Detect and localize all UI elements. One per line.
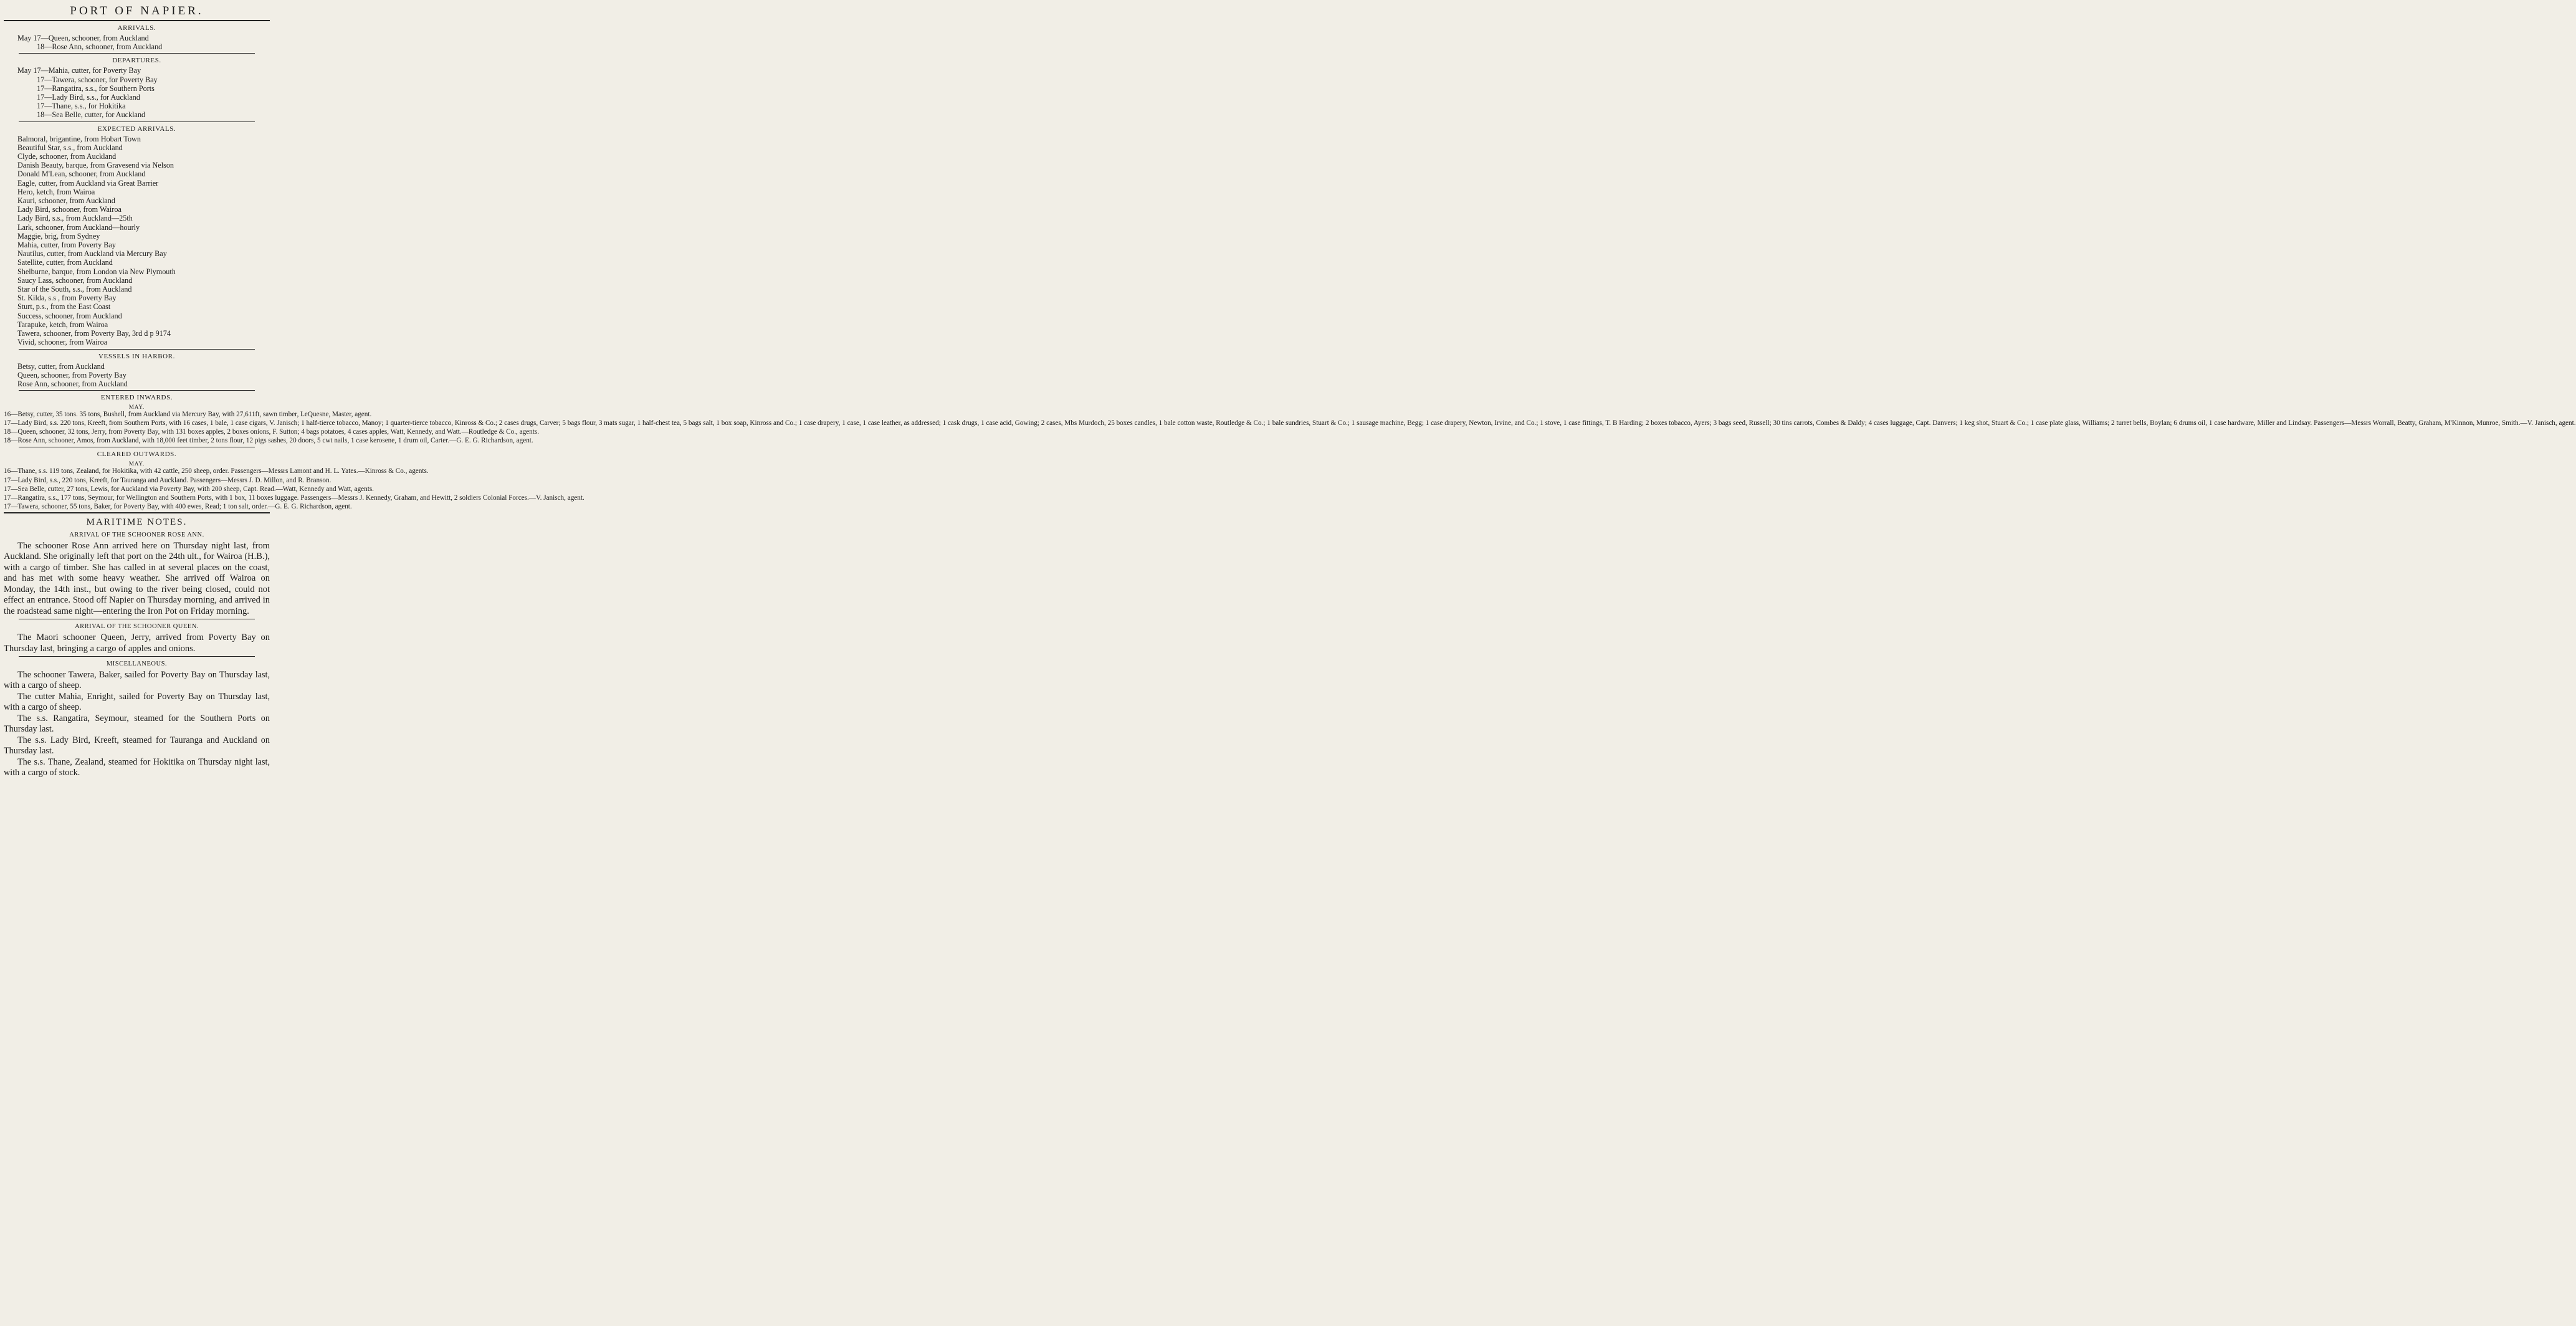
misc-paragraph: The s.s. Lady Bird, Kreeft, steamed for Tauranga and Auckland on Thursday last. [4, 735, 270, 756]
inwards-heading: ENTERED INWARDS. [100, 394, 173, 402]
divider [4, 512, 270, 513]
misc-paragraph: The s.s. Rangatira, Seymour, steamed for the Southern Ports on Thursday last. [4, 713, 270, 735]
list-item: Rose Ann, schooner, from Auckland [17, 379, 128, 388]
divider [19, 349, 255, 350]
list-item: 17—Lady Bird, s.s., 220 tons, Kreeft, for Tauranga and Auckland. Passengers—Messrs J. D. Millon, and R. Branson. [4, 476, 332, 484]
list-item: 17—Tawera, schooner, for Poverty Bay [37, 75, 158, 84]
list-item: 18—Queen, schooner, 32 tons, Jerry, from Poverty Bay, with 131 boxes apples, 2 boxes onions, F. Sutton; 4 bags potatoes, 4 cases apples, Watt, Kennedy, and Watt.—Routledge & Co., agents. [4, 428, 539, 436]
list-item: Betsy, cutter, from Auckland [17, 361, 105, 371]
list-item: 18—Rose Ann, schooner, from Auckland [37, 42, 163, 52]
list-item: Nautilus, cutter, from Auckland via Mercury Bay [17, 249, 167, 259]
list-item: Sturt, p.s., from the East Coast [17, 302, 111, 312]
list-item: 17—Thane, s.s., for Hokitika [37, 102, 126, 111]
arrivals-list [4, 34, 270, 51]
list-item: Clyde, schooner, from Auckland [17, 152, 117, 161]
list-item: 16—Thane, s.s. 119 tons, Zealand, for Hokitika, with 42 cattle, 250 sheep, order. Passengers—Messrs Lamont and H. L. Yates.—Kinross & Co., agents. [4, 467, 429, 475]
list-item: Maggie, brig, from Sydney [17, 231, 100, 241]
outwards-list [4, 467, 584, 510]
list-item: 17—Rangatira, s.s., for Southern Ports [37, 83, 155, 93]
outwards-heading: CLEARED OUTWARDS. [97, 451, 177, 459]
queen-heading: ARRIVAL OF THE SCHOONER QUEEN. [75, 623, 199, 631]
list-item: Saucy Lass, schooner, from Auckland [17, 275, 133, 285]
list-item: Beautiful Star, s.s., from Auckland [17, 143, 123, 152]
list-item: Tarapuke, ketch, from Wairoa [17, 320, 108, 329]
notes-title: MARITIME NOTES. [86, 517, 188, 527]
list-item: 18—Sea Belle, cutter, for Auckland [37, 110, 146, 120]
rose-ann-paragraph: The schooner Rose Ann arrived here on Thursday night last, from Auckland. She originally left that port on the 24th ult., for Wairoa (H.B.), with a cargo of timber. She has called in at several places on the coast, and has met with some heavy weather. She arrived off Wairoa on Monday, the 14th inst., but owing to the river being closed, could not effect an entrance. Stood off Napier on Thursday morning, and arrived in the roadstead same night—entering the Iron Pot on Friday morning. [4, 540, 270, 616]
divider [19, 656, 255, 657]
list-item: May 17—Mahia, cutter, for Poverty Bay [17, 66, 141, 75]
departures-heading: DEPARTURES. [112, 57, 161, 65]
harbor-list [4, 362, 270, 389]
list-item: Kauri, schooner, from Auckland [17, 196, 115, 206]
list-item: Star of the South, s.s., from Auckland [17, 285, 132, 294]
list-item: Tawera, schooner, from Poverty Bay, 3rd d p 9174 [17, 329, 171, 338]
misc-paragraph: The cutter Mahia, Enright, sailed for Poverty Bay on Thursday last, with a cargo of sheep. [4, 692, 270, 713]
divider [4, 20, 270, 21]
list-item: 17—Lady Bird, s.s., for Auckland [37, 93, 140, 102]
list-item: Hero, ketch, from Wairoa [17, 187, 95, 196]
list-item: Donald M'Lean, schooner, from Auckland [17, 169, 146, 179]
list-item: 16—Betsy, cutter, 35 tons. 35 tons, Bushell, from Auckland via Mercury Bay, with 27,611ft, sawn timber, LeQuesne, Master, agent. [4, 411, 372, 419]
inwards-list [4, 411, 2576, 445]
inwards-month: MAY. [128, 404, 145, 411]
arrivals-heading: ARRIVALS. [117, 24, 156, 32]
departures-list [4, 66, 270, 119]
list-item: May 17—Queen, schooner, from Auckland [17, 34, 149, 42]
masthead: PORT OF NAPIER. [70, 4, 204, 17]
expected-heading: EXPECTED ARRIVALS. [97, 125, 176, 133]
list-item: 18—Rose Ann, schooner, Amos, from Auckland, with 18,000 feet timber, 2 tons flour, 12 pigs sashes, 20 doors, 5 cwt nails, 1 case kerosene, 1 drum oil, Carter.—G. E. G. Richardson, agent. [4, 437, 533, 445]
expected-list [4, 135, 270, 347]
list-item: Danish Beauty, barque, from Gravesend via Nelson [17, 161, 174, 170]
list-item: Satellite, cutter, from Auckland [17, 258, 113, 267]
queen-paragraph: The Maori schooner Queen, Jerry, arrived from Poverty Bay on Thursday last, bringing a cargo of apples and onions. [4, 632, 270, 654]
list-item: Vivid, schooner, from Wairoa [17, 338, 108, 347]
list-item: Balmoral, brigantine, from Hobart Town [17, 134, 141, 143]
list-item: 17—Rangatira, s.s., 177 tons, Seymour, for Wellington and Southern Ports, with 1 box, 11 boxes luggage. Passengers—Messrs J. Kennedy, Graham, and Hewitt, 2 soldiers Colonial Forces.—V. Janisch, agent. [4, 494, 584, 502]
list-item: Lady Bird, schooner, from Wairoa [17, 205, 122, 214]
list-item: 17—Sea Belle, cutter, 27 tons, Lewis, for Auckland via Poverty Bay, with 200 sheep, Capt. Read.—Watt, Kennedy and Watt, agents. [4, 485, 374, 493]
list-item: Mahia, cutter, from Poverty Bay [17, 241, 116, 250]
rose-ann-heading: ARRIVAL OF THE SCHOONER ROSE ANN. [69, 531, 204, 538]
harbor-heading: VESSELS IN HARBOR. [98, 352, 175, 360]
misc-paragraph: The schooner Tawera, Baker, sailed for Poverty Bay on Thursday last, with a cargo of sheep. [4, 670, 270, 691]
list-item: Success, schooner, from Auckland [17, 311, 122, 320]
list-item: Lark, schooner, from Auckland—hourly [17, 222, 140, 232]
divider [19, 390, 255, 391]
misc-heading: MISCELLANEOUS. [106, 661, 168, 668]
list-item: 17—Lady Bird, s.s. 220 tons, Kreeft, from Southern Ports, with 16 cases, 1 bale, 1 case cigars, V. Janisch; 1 half-tierce tobacco, Manoy; 1 quarter-tierce tobacco, Kinross & Co.; 2 cases drugs, Carver; 5 bags flour, 3 mats sugar, 1 half-chest tea, 5 bags salt, 1 box soap, Kinross and Co.; 1 case drapery, 1 case, 1 case leather, as addressed; 1 cask drugs, 1 case acid, Gowing; 2 cases, Mbs Murdoch, 25 boxes candles, 1 bale cotton waste, Routledge & Co.; 1 bale sundries, Stuart & Co.; 1 sausage machine, Begg; 1 case drapery, Newton, Irvine, and Co.; 1 stove, 1 case fittings, T. B Harding; 2 boxes tobacco, Ayers; 3 bags seed, Russell; 30 tins carrots, Combes & Daldy; 4 cases luggage, Capt. Danvers; 1 keg shot, Stuart & Co.; 1 case plate glass, Williams; 2 turret bells, Boylan; 6 drums oil, 1 case hardware, Miller and Lindsay. Passengers—Messrs Worrall, Beatty, Graham, M'Kinnon, Munroe, Smith.—V. Janisch, agent. [4, 419, 2576, 427]
list-item: 17—Tawera, schooner, 55 tons, Baker, for Poverty Bay, with 400 ewes, Read; 1 ton salt, order.—G. E. G. Richardson, agent. [4, 502, 352, 510]
misc-paragraph: The s.s. Thane, Zealand, steamed for Hokitika on Thursday night last, with a cargo of stock. [4, 757, 270, 778]
list-item: Shelburne, barque, from London via New Plymouth [17, 267, 176, 276]
list-item: Lady Bird, s.s., from Auckland—25th [17, 214, 133, 223]
divider [19, 53, 255, 54]
outwards-month: MAY. [128, 460, 145, 467]
list-item: Eagle, cutter, from Auckland via Great Barrier [17, 178, 159, 188]
list-item: St. Kilda, s.s , from Poverty Bay [17, 293, 117, 303]
list-item: Queen, schooner, from Poverty Bay [17, 370, 126, 379]
